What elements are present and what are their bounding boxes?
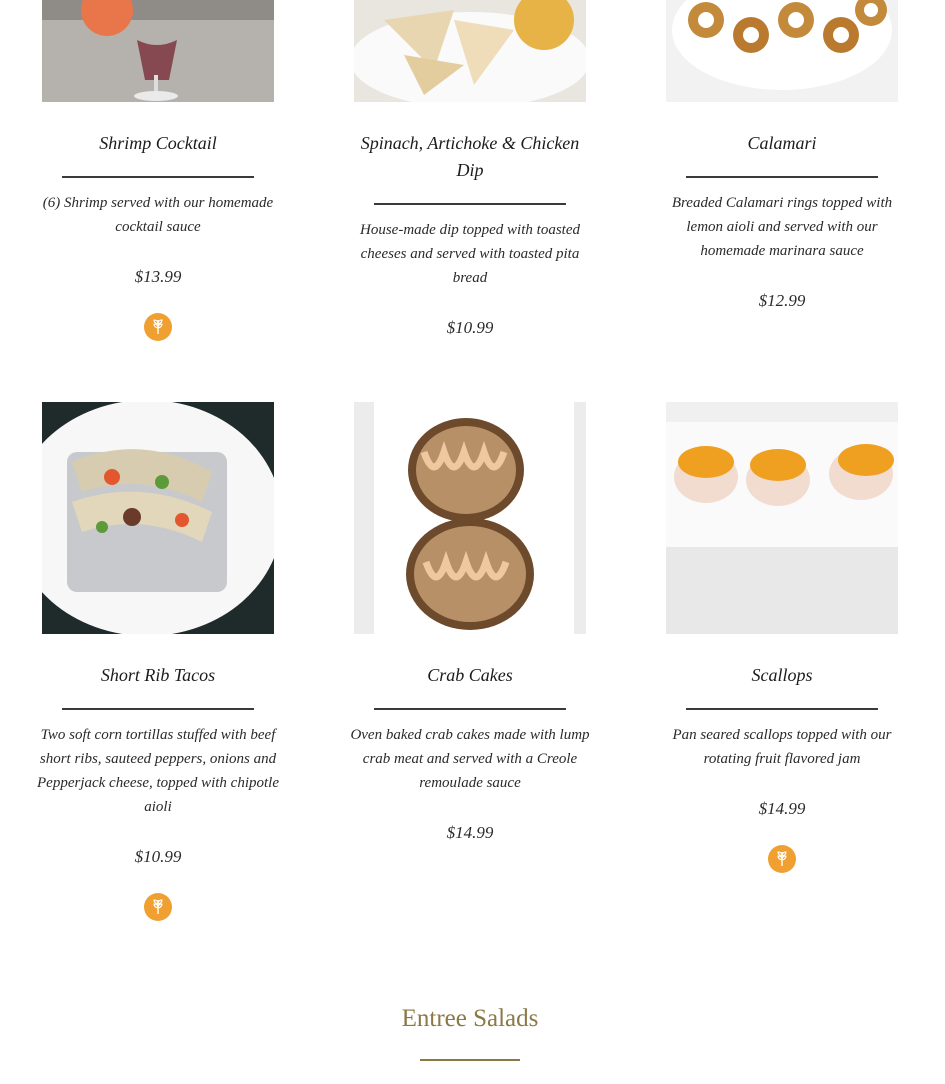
gluten-free-badge — [144, 893, 172, 921]
spinach-dip-photo — [354, 0, 586, 102]
crab-cakes-photo — [354, 402, 586, 634]
title-divider — [686, 176, 878, 178]
item-description: Breaded Calamari rings topped with lemon aioli and served with our homemade marinara sauce — [671, 195, 893, 259]
wheat-icon — [149, 898, 167, 916]
title-divider — [62, 708, 254, 710]
title-divider — [62, 176, 254, 178]
item-price: $10.99 — [446, 318, 494, 337]
item-description: Two soft corn tortillas stuffed with beef short ribs, sauteed peppers, onions and Pepperjack cheese, topped with chipotle aioli — [37, 727, 279, 815]
item-description: House-made dip topped with toasted cheeses and served with toasted pita bread — [360, 222, 580, 286]
item-title: Short Rib Tacos — [100, 665, 216, 685]
shrimp-cocktail-photo — [42, 0, 274, 102]
item-title: Spinach, Artichoke & Chicken Dip — [360, 133, 580, 180]
scallops-photo — [666, 402, 898, 634]
short-rib-tacos-photo — [42, 402, 274, 634]
section-divider — [420, 1059, 520, 1061]
section-title-entree-salads: Entree Salads — [401, 1005, 539, 1032]
menu-item-crab-cakes — [345, 662, 595, 843]
item-title: Crab Cakes — [427, 665, 513, 685]
item-price: $14.99 — [446, 823, 494, 842]
item-price: $14.99 — [758, 799, 806, 818]
title-divider — [374, 203, 566, 205]
gluten-free-badge — [768, 845, 796, 873]
item-price: $10.99 — [134, 847, 182, 866]
item-description: Oven baked crab cakes made with lump crab meat and served with a Creole remoulade sauce — [350, 727, 590, 791]
menu-item-scallops — [657, 662, 907, 873]
item-description: (6) Shrimp served with our homemade cocktail sauce — [42, 195, 274, 235]
item-price: $13.99 — [134, 267, 182, 286]
menu-item-shrimp-cocktail — [33, 130, 283, 341]
gluten-free-badge — [144, 313, 172, 341]
menu-item-calamari — [657, 130, 907, 311]
wheat-icon — [773, 850, 791, 868]
item-title: Scallops — [751, 665, 813, 685]
title-divider — [374, 708, 566, 710]
menu-item-spinach-dip — [345, 130, 595, 338]
item-description: Pan seared scallops topped with our rotating fruit flavored jam — [672, 727, 892, 767]
item-price: $12.99 — [758, 291, 806, 310]
item-title: Shrimp Cocktail — [99, 133, 217, 153]
item-title: Calamari — [747, 133, 817, 153]
calamari-photo — [666, 0, 898, 102]
menu-item-short-rib-tacos — [33, 662, 283, 921]
title-divider — [686, 708, 878, 710]
wheat-icon — [149, 318, 167, 336]
